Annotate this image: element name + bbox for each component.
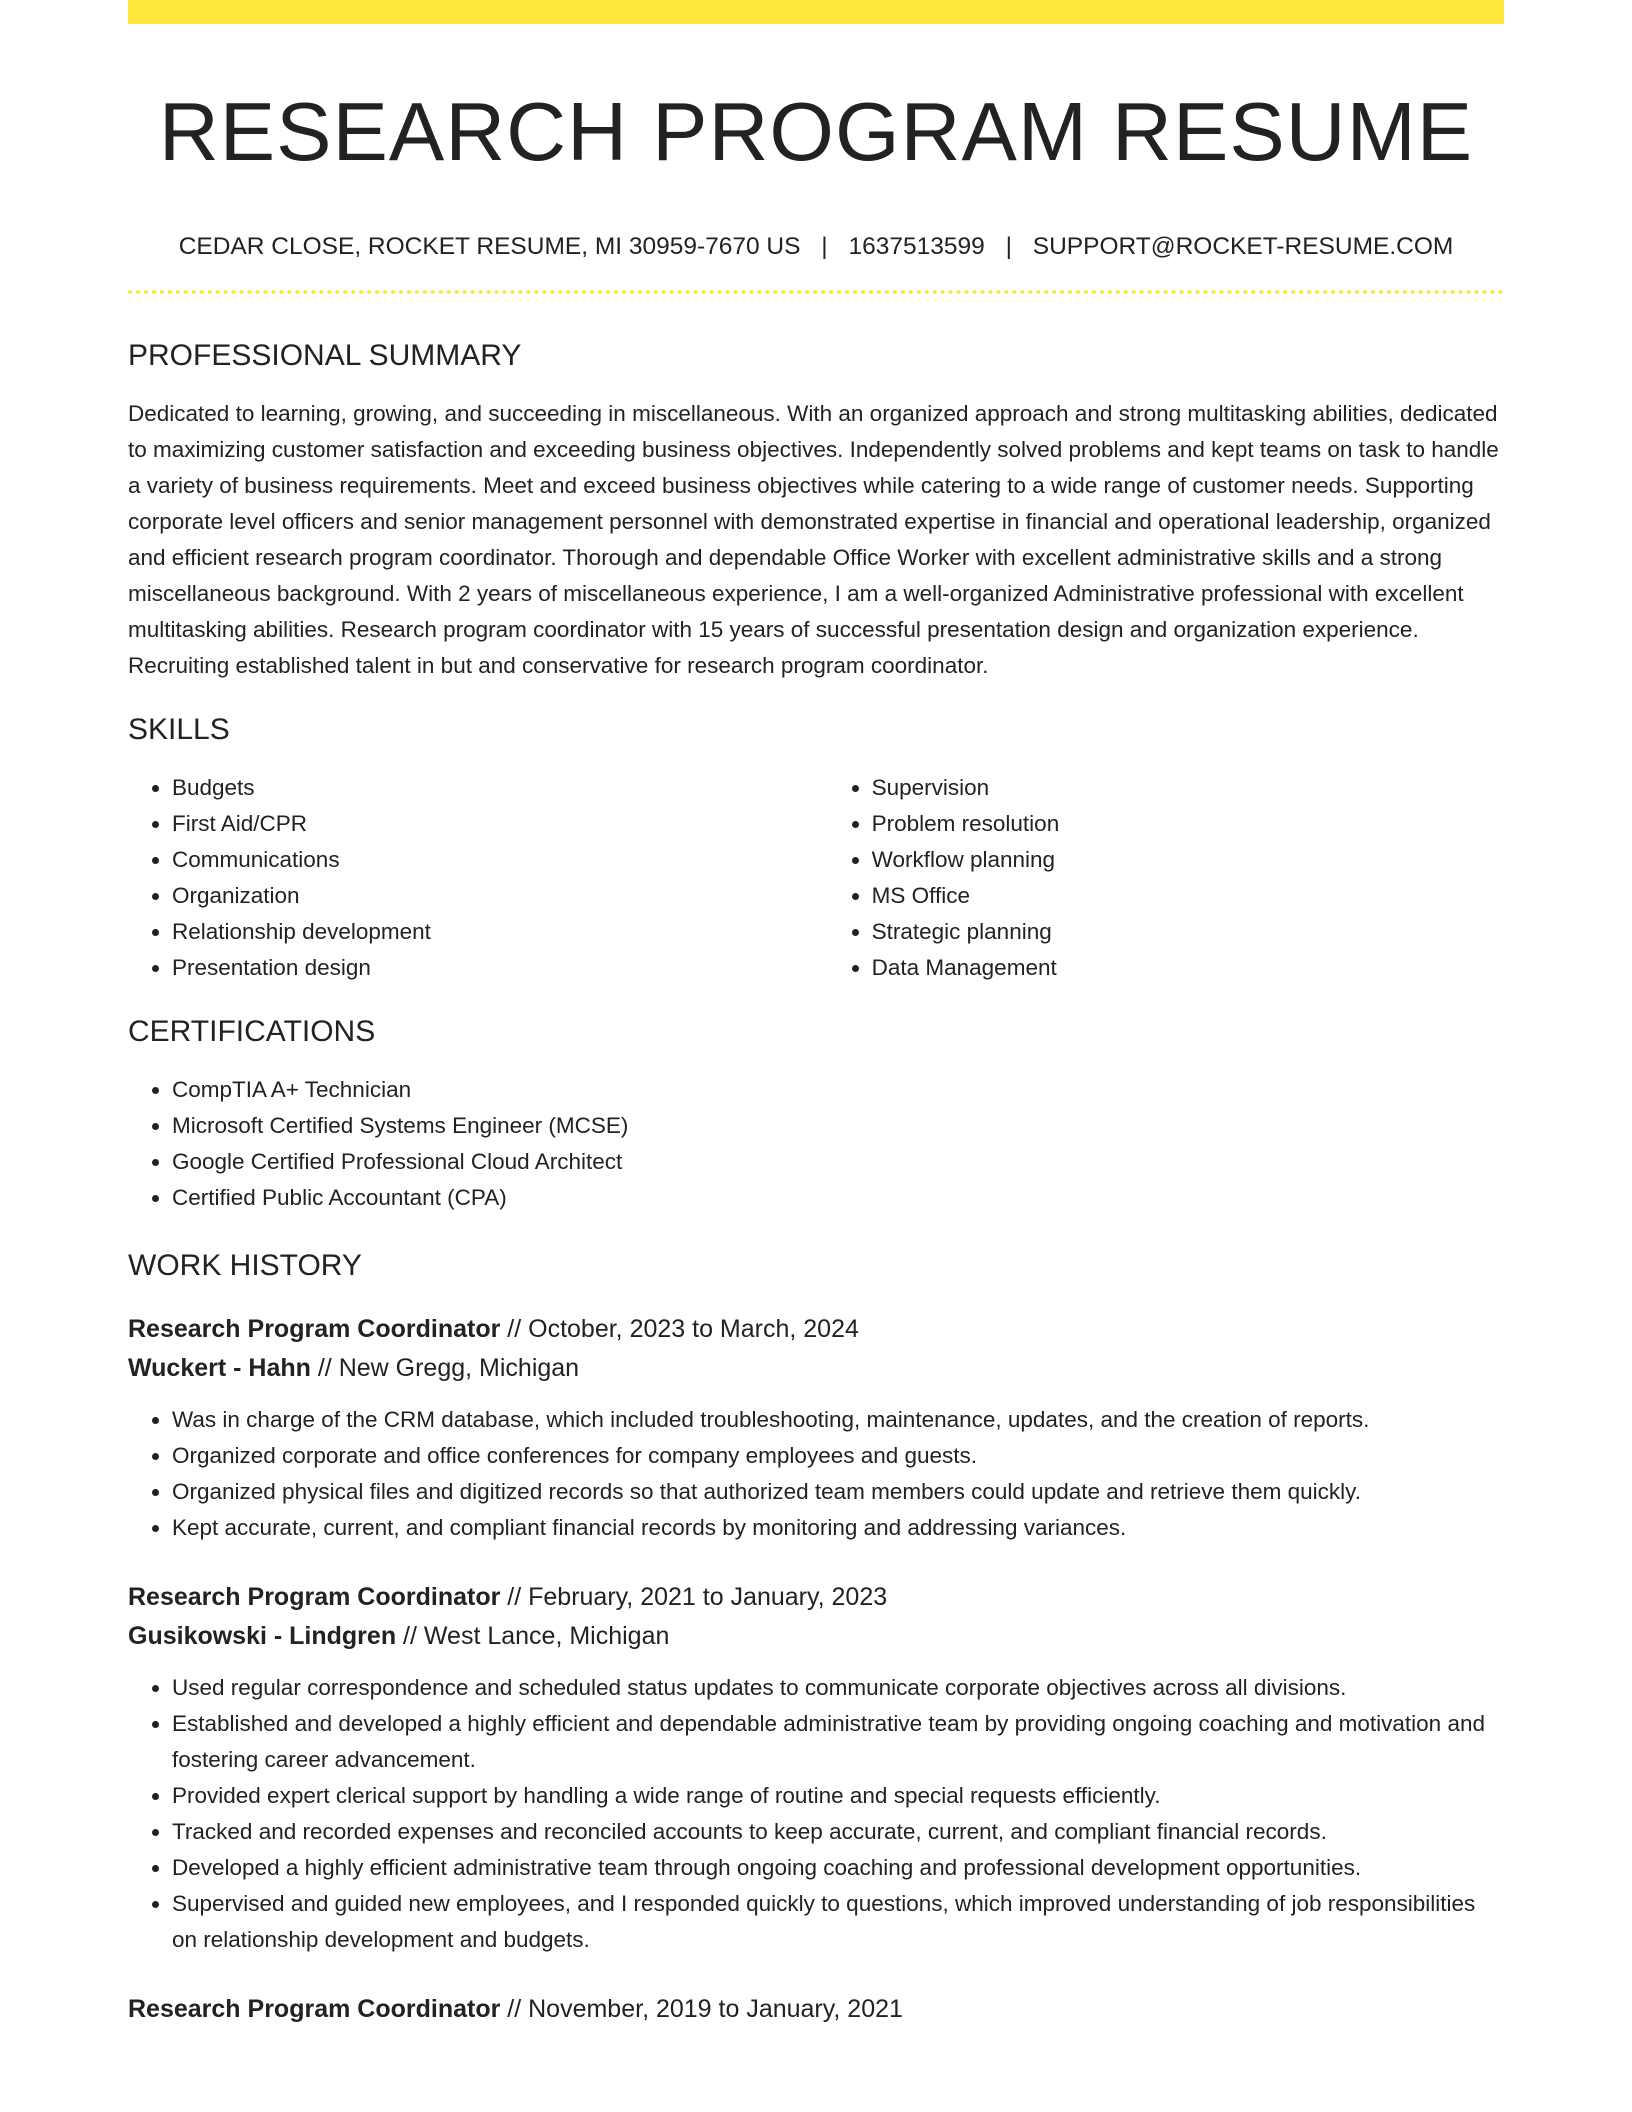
job-title: Research Program Coordinator: [128, 1995, 501, 2023]
entry-separator: //: [500, 1995, 529, 2023]
job-bullets: [128, 1670, 1504, 1958]
skill-item: • Problem resolution: [872, 806, 1504, 842]
certification-item: • CompTIA A+ Technician: [172, 1072, 1504, 1108]
document-title: RESEARCH PROGRAM RESUME: [158, 85, 1474, 178]
job-dates: October, 2023 to March, 2024: [528, 1315, 859, 1343]
skill-item: • Data Management: [872, 950, 1504, 986]
job-location: West Lance, Michigan: [423, 1622, 670, 1650]
certifications-heading: CERTIFICATIONS: [128, 1015, 376, 1048]
job-bullet: • Supervised and guided new employees, and I responded quickly to questions, which improved understanding of job responsibilities on relationship development and budgets.: [172, 1886, 1504, 1958]
skill-item: • MS Office: [872, 878, 1504, 914]
work-history-heading: WORK HISTORY: [128, 1249, 362, 1282]
job-bullet: • Kept accurate, current, and compliant financial records by monitoring and addressing variances.: [172, 1510, 1504, 1546]
job-bullet: • Was in charge of the CRM database, which included troubleshooting, maintenance, updates, and the creation of reports.: [172, 1402, 1504, 1438]
job-bullet: • Tracked and recorded expenses and reconciled accounts to keep accurate, current, and compliant financial records.: [172, 1814, 1504, 1850]
top-accent-band: [128, 0, 1504, 24]
job-company: Wuckert - Hahn: [128, 1354, 311, 1382]
contact-email: SUPPORT@ROCKET-RESUME.COM: [1032, 233, 1454, 260]
job-bullet: • Developed a highly efficient administrative team through ongoing coaching and professional development opportunities.: [172, 1850, 1504, 1886]
contact-address: CEDAR CLOSE, ROCKET RESUME, MI 30959-7670 US: [178, 233, 801, 260]
job-title-line: [128, 1578, 1504, 1617]
entry-separator: //: [500, 1315, 529, 1343]
contact-phone: 1637513599: [848, 233, 985, 260]
professional-summary-text: Dedicated to learning, growing, and succeeding in miscellaneous. With an organized approach and strong multitasking abilities, dedicated to maximizing customer satisfaction and exceeding business objectives. Independently solved problems and kept teams on task to handle a variety of business requirements. Meet and exceed business objectives while catering to a wide range of customer needs. Supporting corporate level officers and senior management personnel with demonstrated expertise in financial and operational leadership, organized and efficient research program coordinator. Thorough and dependable Office Worker with excellent administrative skills and a strong miscellaneous background. With 2 years of miscellaneous experience, I am a well-organized Administrative professional with excellent multitasking abilities. Research program coordinator with 15 years of successful presentation design and organization experience. Recruiting established talent in but and conservative for research program coordinator.: [128, 401, 1499, 678]
job-bullets: [128, 1402, 1504, 1546]
job-dates: February, 2021 to January, 2023: [528, 1583, 888, 1611]
job-company-line: [128, 1349, 1504, 1388]
job-entry: [128, 1310, 1504, 1546]
skill-item: • Supervision: [872, 770, 1504, 806]
skill-item: • Strategic planning: [872, 914, 1504, 950]
skills-right-list: [828, 770, 1504, 986]
job-entry: [128, 1990, 1504, 2029]
contact-separator: |: [821, 233, 828, 260]
skill-item: • Communications: [172, 842, 828, 878]
certification-item: • Certified Public Accountant (CPA): [172, 1180, 1504, 1216]
skill-item: • Presentation design: [172, 950, 828, 986]
skills-heading: SKILLS: [128, 713, 230, 746]
contact-separator: |: [1005, 233, 1012, 260]
contact-line: [128, 232, 1504, 262]
job-bullet: • Provided expert clerical support by handling a wide range of routine and special requests efficiently.: [172, 1778, 1504, 1814]
skill-item: • Relationship development: [172, 914, 828, 950]
job-bullet: • Organized corporate and office conferences for company employees and guests.: [172, 1438, 1504, 1474]
job-bullet: • Established and developed a highly efficient and dependable administrative team by providing ongoing coaching and motivation and fostering career advancement.: [172, 1706, 1504, 1778]
job-title: Research Program Coordinator: [128, 1583, 501, 1611]
job-title: Research Program Coordinator: [128, 1315, 501, 1343]
job-company: Gusikowski - Lindgren: [128, 1622, 397, 1650]
professional-summary-heading: PROFESSIONAL SUMMARY: [128, 339, 522, 372]
job-company-line: [128, 1617, 1504, 1656]
job-entry: [128, 1578, 1504, 1958]
certification-item: • Google Certified Professional Cloud Architect: [172, 1144, 1504, 1180]
skill-item: • Budgets: [172, 770, 828, 806]
entry-separator: //: [310, 1354, 339, 1382]
job-title-line: [128, 1310, 1504, 1349]
job-bullet: • Organized physical files and digitized records so that authorized team members could update and retrieve them quickly.: [172, 1474, 1504, 1510]
skills-left-list: [128, 770, 828, 986]
job-dates: November, 2019 to January, 2021: [528, 1995, 903, 2023]
resume-page: [128, 0, 1504, 2112]
job-title-line: [128, 1990, 1504, 2029]
job-bullet: • Used regular correspondence and scheduled status updates to communicate corporate objectives across all divisions.: [172, 1670, 1504, 1706]
job-location: New Gregg, Michigan: [338, 1354, 580, 1382]
entry-separator: //: [396, 1622, 424, 1650]
skills-columns: [128, 770, 1504, 986]
entry-separator: //: [500, 1583, 529, 1611]
skill-item: • Organization: [172, 878, 828, 914]
skill-item: • First Aid/CPR: [172, 806, 828, 842]
certification-item: • Microsoft Certified Systems Engineer (MCSE): [172, 1108, 1504, 1144]
dotted-divider: [128, 290, 1504, 294]
skill-item: • Workflow planning: [872, 842, 1504, 878]
certifications-list: [128, 1072, 1504, 1216]
